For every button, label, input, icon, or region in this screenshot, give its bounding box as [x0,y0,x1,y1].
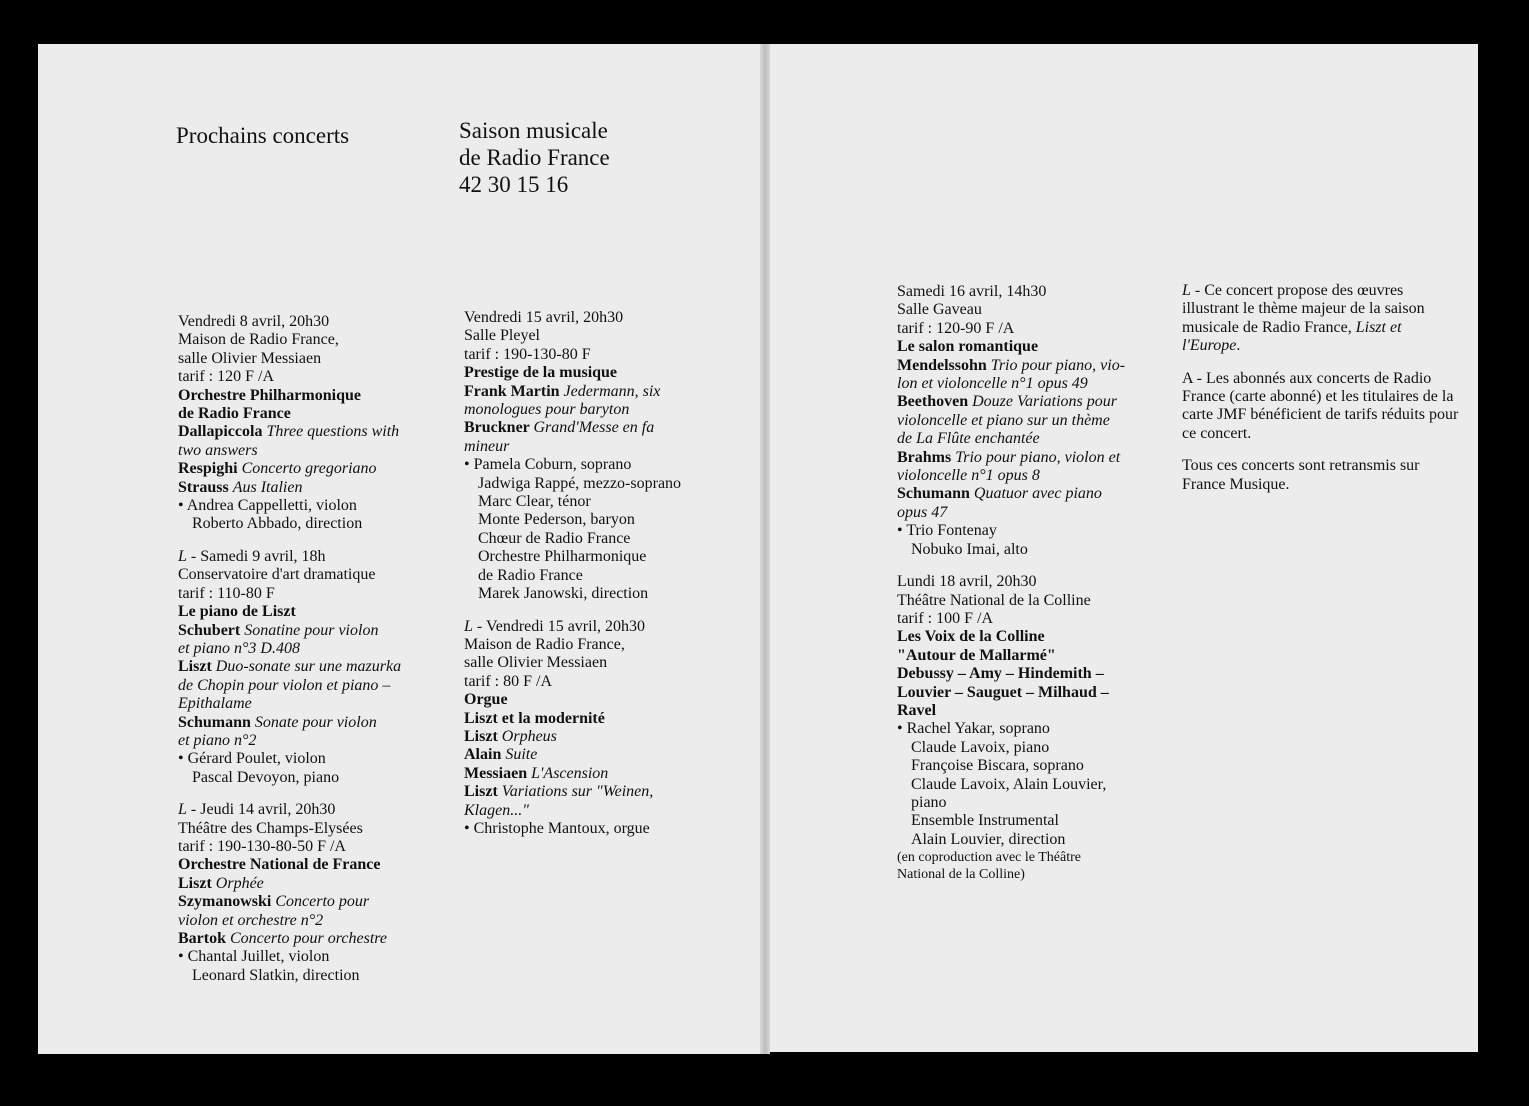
concert-text: piano [911,793,947,811]
concert-text: et piano n°2 [178,731,257,749]
concert-text: Vendredi 15 avril, 20h30 [464,309,624,326]
concert-text: Jadwiga Rappé, mezzo-soprano [478,474,682,492]
concert-text: • Chantal Juillet, violon [178,948,330,966]
concert-line [897,739,1125,757]
concert-line [178,750,401,768]
concert-line [464,618,681,636]
concert-text: Marc Clear, ténor [478,493,591,511]
concert-line [897,485,1125,503]
concert-text: Ravel [897,701,937,719]
concert-line [897,720,1125,738]
concert-text: Conservatoire d'art dramatique [178,566,376,584]
concert-line [178,732,401,750]
concert-text: Orpheus [501,727,557,745]
concert-text: Pascal Devoyon, piano [192,768,340,786]
concert-line [464,567,681,585]
concert-line [178,313,401,331]
concert-text: Lundi 18 avril, 20h30 [897,573,1037,591]
concert-text: Klagen..." [464,801,529,819]
concert-text: Trio pour piano, violon et [955,448,1121,466]
concert-text: Three questions with [266,423,400,441]
concert-text: Orchestre National de France [178,856,381,874]
concert-text: Debussy – Amy – Hindemith – [897,665,1104,683]
concert-line [897,393,1125,411]
concert-line [897,757,1125,775]
concert-line [178,603,401,621]
concert-entry [178,801,401,985]
concert-text: Liszt [178,658,216,676]
concert-line [464,438,681,456]
booklet-spine [760,44,770,1054]
concert-text: de Radio France [478,566,583,584]
concert-text: Frank Martin [464,382,564,400]
concert-line [897,592,1125,610]
note-broadcast: Tous ces concerts sont retransmis sur France Musique. [1182,457,1420,493]
concert-text: Alain Louvier, direction [911,830,1066,848]
concert-text: Leonard Slatkin, direction [192,966,360,984]
concert-text: Salle Gaveau [897,301,982,319]
concert-line [464,456,681,474]
note-l-text: - Ce concert propose des œuvres illustrant le thème majeur de la saison musicale de Radio France, [1182,282,1425,336]
concert-text: Mendelssohn [897,356,991,374]
concert-text: Bruckner [464,419,534,437]
note-l-theme: Liszt et l'Europe [1182,318,1402,355]
concert-text: Duo-sonate sur une mazurka [215,658,402,676]
concert-text: Liszt [464,783,502,801]
concert-text: • Gérard Poulet, violon [178,750,326,768]
concert-text: Bartok [178,930,230,947]
concert-line [464,636,681,654]
concert-text: Respighi [178,460,242,478]
concert-text: Concerto gregoriano [241,460,377,478]
concert-text: Szymanowski [178,893,276,911]
concert-line [178,695,401,713]
concert-text: tarif : 190-130-80 F [464,345,591,363]
concert-entry [897,573,1125,883]
concert-line [464,327,681,345]
concert-text: • Andrea Cappelletti, violon [178,497,357,515]
concert-text: Quatuor avec piano [973,485,1102,503]
concert-text: Concerto pour [275,893,370,911]
concerts-column-1 [178,313,401,999]
concert-text: Claude Lavoix, piano [911,738,1050,756]
concert-line [464,654,681,672]
concert-line [897,849,1125,866]
concert-entry [178,313,401,534]
concert-line [178,585,401,603]
concert-line [464,511,681,529]
concert-line [897,794,1125,812]
concert-line [178,368,401,386]
concert-text: Schubert [178,621,245,639]
concert-text: two answers [178,441,258,459]
concert-line [178,820,401,838]
concert-line [178,442,401,460]
concert-text: salle Olivier Messiaen [464,654,608,672]
concert-line [897,522,1125,540]
concert-text: Liszt [464,727,502,745]
concert-text: opus 47 [897,503,948,521]
concert-entry [897,283,1125,559]
concert-line [897,831,1125,849]
concert-line [178,515,401,533]
concert-text: (en coproduction avec le Théâtre [897,850,1081,866]
concert-line [464,673,681,691]
concert-text: salle Olivier Messiaen [178,349,322,367]
concert-line [897,628,1125,646]
concert-text: tarif : 190-130-80-50 F /A [178,837,346,855]
concert-text: Le salon romantique [897,338,1039,356]
concert-entry [464,618,681,839]
concert-text: Claude Lavoix, Alain Louvier, [911,775,1107,793]
concert-line [464,364,681,382]
concert-text: tarif : 100 F /A [897,609,993,627]
concert-line [897,541,1125,559]
concert-line [178,677,401,695]
concert-text: Françoise Biscara, soprano [911,757,1084,775]
concert-text: Maison de Radio France, [178,331,339,349]
concert-line [464,710,681,728]
concert-line [464,691,681,709]
concert-text: Samedi 16 avril, 14h30 [897,283,1047,300]
concert-line [464,309,681,327]
concert-text: violoncelle et piano sur un thème [897,411,1110,429]
concert-line [178,548,401,566]
concert-text: Marek Janowski, direction [478,585,649,603]
concert-text: Jedermann, six [563,382,661,400]
concert-line [178,350,401,368]
concert-text: Salle Pleyel [464,327,540,345]
concert-line [178,331,401,349]
concert-text: Messiaen [464,764,532,782]
notes-column [1182,282,1462,508]
concert-text: Strauss [178,478,233,496]
concert-line [464,802,681,820]
concert-line [178,497,401,515]
concert-text: Roberto Abbado, direction [192,515,363,533]
concert-text: Le piano de Liszt [178,603,296,621]
concert-line [178,566,401,584]
concert-line [464,746,681,764]
concert-line [897,702,1125,720]
concert-text: de La Flûte enchantée [897,430,1040,448]
concert-text: Liszt et la modernité [464,709,605,727]
concert-entry [178,548,401,787]
concert-text: Vendredi 8 avril, 20h30 [178,313,330,330]
note-l-end: . [1236,337,1241,355]
concert-line [178,967,401,985]
concert-line [178,405,401,423]
concert-line [178,640,401,658]
concert-text: Variations sur "Weinen, [501,783,654,801]
concert-line [897,573,1125,591]
concert-line [178,875,401,893]
concert-text: violoncelle n°1 opus 8 [897,467,1040,485]
concert-line [897,301,1125,319]
concert-line [178,930,401,948]
concert-text: Sonate pour violon [254,713,377,731]
concert-line [897,665,1125,683]
concert-line [464,383,681,401]
saison-title-line1: Saison musicale [459,118,608,143]
concert-text: • Trio Fontenay [897,522,997,540]
concert-text: de Chopin pour violon et piano – [178,676,391,694]
concert-line [897,866,1125,883]
concert-text: Dallapiccola [178,423,267,441]
concert-text: Sonatine pour violon [244,621,379,639]
concert-line [178,912,401,930]
concert-text: • Rachel Yakar, soprano [897,720,1050,738]
concert-text: Ensemble Instrumental [911,812,1059,830]
concert-line [178,658,401,676]
concerts-column-3 [897,283,1125,897]
concert-line [178,838,401,856]
note-a: A - Les abonnés aux concerts de Radio France (carte abonné) et les titulaires de la carte JMF bénéficient de tarifs réduits pour ce concert. [1182,369,1459,442]
concert-line [464,419,681,437]
concert-text: Monte Pederson, baryon [478,511,635,529]
concert-text: Alain [464,746,506,764]
saison-title [459,117,610,198]
concert-text: Louvier – Sauguet – Milhaud – [897,683,1109,701]
concert-text: National de la Colline) [897,867,1025,883]
concert-line [464,585,681,603]
concert-text: Nobuko Imai, alto [911,540,1028,558]
concert-text: L'Ascension [531,764,609,782]
concert-line [464,530,681,548]
note-l-letter: L [1182,282,1191,299]
concert-line [897,467,1125,485]
concert-line [897,776,1125,794]
concert-text: Prestige de la musique [464,364,618,382]
concert-line [897,357,1125,375]
concert-line [464,401,681,419]
concert-line [178,948,401,966]
concert-line [897,283,1125,301]
concert-line [464,493,681,511]
concert-text: Orphée [215,874,264,892]
concert-line [897,449,1125,467]
concert-text: - Vendredi 15 avril, 20h30 [472,617,646,635]
prochains-concerts-title: Prochains concerts [176,123,350,148]
concert-line [897,412,1125,430]
concert-text: Théâtre National de la Colline [897,591,1091,609]
concert-text: Orgue [464,691,508,709]
concert-text: "Autour de Mallarmé" [897,646,1056,664]
concert-text: Epithalame [178,695,252,713]
concert-text: Douze Variations pour [972,393,1118,411]
concert-text: - Samedi 9 avril, 18h [186,547,326,565]
concert-text: Beethoven [897,393,973,411]
concert-line [897,320,1125,338]
concert-line [464,765,681,783]
concert-text: Aus Italien [232,478,303,496]
concert-line [178,479,401,497]
concert-text: mineur [464,437,510,455]
concert-text: • Christophe Mantoux, orgue [464,819,650,837]
concert-text: L [178,547,187,565]
concert-text: Maison de Radio France, [464,635,625,653]
concert-line [464,475,681,493]
concert-text: Chœur de Radio France [478,529,631,547]
concert-text: - Jeudi 14 avril, 20h30 [186,801,336,819]
concert-line [897,430,1125,448]
concert-line [897,812,1125,830]
concert-text: tarif : 120-90 F /A [897,319,1015,337]
phone-number: 42 30 15 16 [459,172,569,197]
concert-line [178,856,401,874]
concert-line [178,714,401,732]
concert-line [464,783,681,801]
concert-text: Orchestre Philharmonique [178,386,361,404]
concert-text: Brahms [897,448,956,466]
concert-line [178,769,401,787]
concert-text: Les Voix de la Colline [897,628,1045,646]
concert-line [897,338,1125,356]
concert-text: Grand'Messe en fa [533,419,655,437]
concert-line [897,684,1125,702]
concert-line [178,801,401,819]
concert-text: L [464,617,473,635]
concert-text: tarif : 120 F /A [178,368,274,386]
concert-line [464,346,681,364]
concert-text: monologues pour baryton [464,401,630,419]
concert-text: Concerto pour orchestre [230,930,388,947]
concert-text: Trio pour piano, vio- [990,356,1126,374]
concert-line [178,622,401,640]
concert-text: et piano n°3 D.408 [178,639,300,657]
note-l [1182,282,1462,356]
concert-line [178,387,401,405]
concert-text: lon et violoncelle n°1 opus 49 [897,375,1088,393]
concert-text: violon et orchestre n°2 [178,911,324,929]
concert-text: Orchestre Philharmonique [478,548,647,566]
concert-text: Schumann [178,713,255,731]
concert-text: Suite [505,746,538,764]
concert-line [178,423,401,441]
concert-text: Théâtre des Champs-Elysées [178,819,363,837]
concert-line [178,460,401,478]
concert-line [897,375,1125,393]
concert-text: Liszt [178,874,216,892]
concert-text: tarif : 80 F /A [464,672,552,690]
concerts-column-2 [464,309,681,852]
concert-entry [464,309,681,604]
saison-title-line2: de Radio France [459,145,610,170]
concert-text: L [178,801,187,819]
concert-line [464,728,681,746]
concert-text: Schumann [897,485,974,503]
concert-line [464,820,681,838]
concert-line [464,548,681,566]
concert-text: • Pamela Coburn, soprano [464,456,632,474]
concert-text: tarif : 110-80 F [178,584,275,602]
concert-line [178,893,401,911]
concert-line [897,610,1125,628]
concert-line [897,647,1125,665]
concert-line [897,504,1125,522]
concert-text: de Radio France [178,405,291,423]
